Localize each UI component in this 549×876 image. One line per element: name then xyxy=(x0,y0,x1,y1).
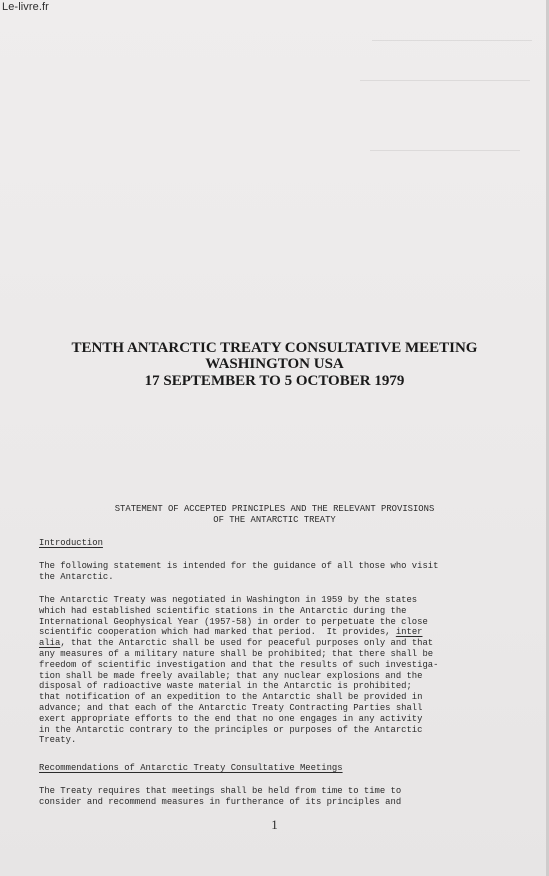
paragraph-line: The Treaty requires that meetings shall be held from time to time to xyxy=(39,786,402,796)
meeting-title-line-3: 17 SEPTEMBER TO 5 OCTOBER 1979 xyxy=(144,373,405,389)
paragraph-line: advance; and that each of the Antarctic Treaty Contracting Parties shall xyxy=(39,702,423,713)
show-through-mark xyxy=(370,150,520,151)
paragraph-line: which had established scientific stations in the Antarctic during the xyxy=(39,605,407,616)
paragraph-line: The Antarctic Treaty was negotiated in Washington in 1959 by the states xyxy=(39,595,418,605)
paragraph-line xyxy=(39,627,469,638)
paragraph-line: consider and recommend measures in furtherance of its principles and xyxy=(39,796,402,807)
paragraph-line: freedom of scientific investigation and that the results of such investiga- xyxy=(39,659,439,670)
statement-title-line-1: STATEMENT OF ACCEPTED PRINCIPLES AND THE RELEVANT PROVISIONS xyxy=(114,504,435,514)
intro-paragraph-1 xyxy=(39,561,469,583)
section-heading-recommendations: Recommendations of Antarctic Treaty Consultative Meetings xyxy=(39,763,343,773)
show-through-mark xyxy=(372,40,532,41)
recommendations-paragraph xyxy=(39,786,469,808)
paragraph-line: any measures of a military nature shall be prohibited; that there shall be xyxy=(39,648,434,659)
paragraph-line: the Antarctic. xyxy=(39,571,114,582)
paragraph-line: tion shall be made freely available; that any nuclear explosions and the xyxy=(39,670,423,681)
paragraph-line: disposal of radioactive waste material in the Antarctic is prohibited; xyxy=(39,681,412,692)
paragraph-line: exert appropriate efforts to the end that no one engages in any activity xyxy=(39,713,423,724)
line-text: scientific cooperation which had marked that period. It provides, xyxy=(39,627,396,638)
paragraph-line: that notification of an expedition to the Antarctic shall be provided in xyxy=(39,692,423,703)
paragraph-line xyxy=(39,638,469,649)
line-text: , that the Antarctic shall be used for peaceful purposes only and that xyxy=(60,638,434,649)
paragraph-line: in the Antarctic contrary to the principles or purposes of the Antarctic xyxy=(39,724,423,735)
show-through-mark xyxy=(360,80,530,81)
latin-phrase-underlined: inter xyxy=(395,627,423,638)
page-number: 1 xyxy=(271,817,278,832)
section-heading-introduction: Introduction xyxy=(39,538,103,548)
paragraph-line: Treaty. xyxy=(39,735,77,746)
paragraph-line: The following statement is intended for the guidance of all those who visit xyxy=(39,561,439,571)
watermark-text: Le-livre.fr xyxy=(2,1,49,13)
intro-paragraph-2 xyxy=(39,595,469,746)
paragraph-line: International Geophysical Year (1957-58) in order to perpetuate the close xyxy=(39,616,428,627)
latin-phrase-underlined: alia xyxy=(39,638,61,649)
meeting-title-line-2: WASHINGTON USA xyxy=(205,356,344,372)
statement-title-line-2: OF THE ANTARCTIC TREATY xyxy=(213,515,336,525)
meeting-title-line-1: TENTH ANTARCTIC TREATY CONSULTATIVE MEETING xyxy=(71,340,478,356)
